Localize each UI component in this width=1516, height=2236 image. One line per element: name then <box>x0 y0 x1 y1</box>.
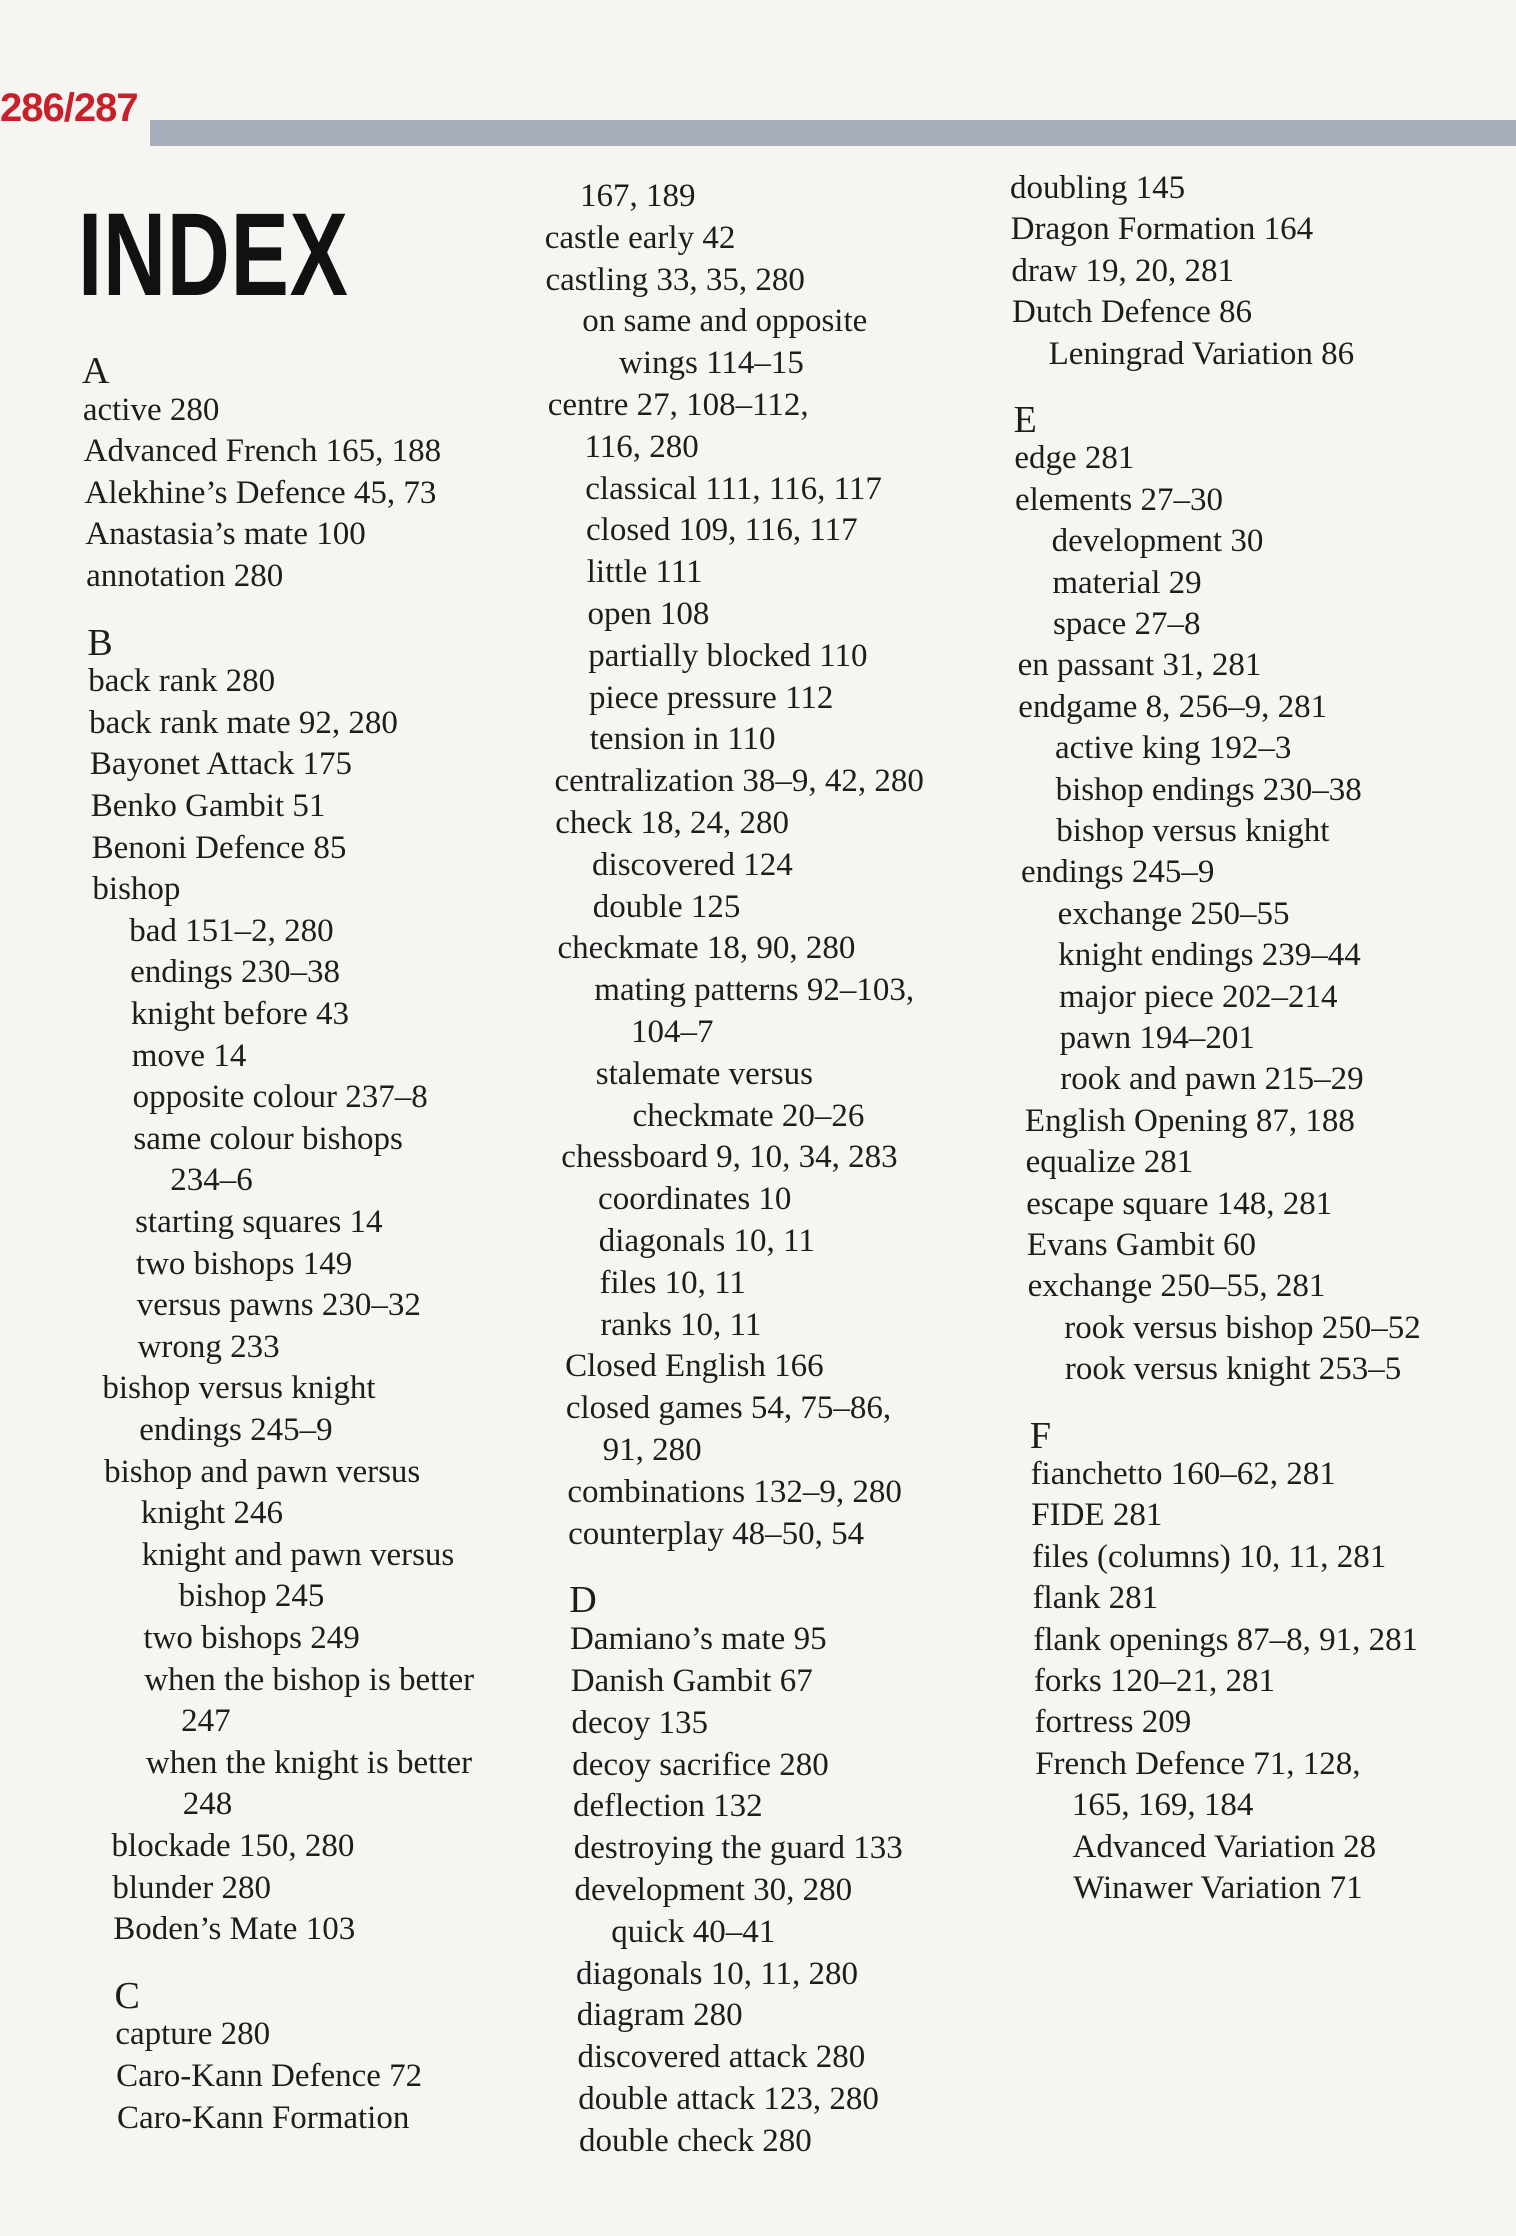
index-entry: pawn 194–201 <box>1059 1020 1255 1056</box>
index-entry: partially blocked 110 <box>588 637 868 674</box>
index-entry: endings 230–38 <box>130 954 340 991</box>
index-entry: draw 19, 20, 281 <box>1011 252 1235 289</box>
index-entry: two bishops 149 <box>135 1245 353 1282</box>
index-entry: blockade 150, 280 <box>111 1828 355 1864</box>
index-entry: Benko Gambit 51 <box>90 788 326 824</box>
index-entry: wings 114–15 <box>619 345 804 382</box>
index-entry: endings 245–9 <box>139 1412 333 1448</box>
index-entry: annotation 280 <box>86 558 284 594</box>
index-entry: check 18, 24, 280 <box>555 805 789 841</box>
index-entry: mating patterns 92–103, <box>594 972 915 1009</box>
index-entry: Boden’s Mate 103 <box>113 1911 356 1948</box>
index-entry: capture 280 <box>115 2016 271 2053</box>
index-entry: Damiano’s mate 95 <box>569 1621 827 1658</box>
index-entry: doubling 145 <box>1010 170 1186 206</box>
index-entry: castling 33, 35, 280 <box>545 261 805 298</box>
index-entry: Dutch Defence 86 <box>1011 294 1253 331</box>
index-entry: elements 27–30 <box>1014 481 1224 518</box>
index-entry: piece pressure 112 <box>589 679 834 716</box>
index-entry: tension in 110 <box>589 721 776 758</box>
index-entry: 91, 280 <box>602 1432 702 1468</box>
index-entry: knight before 43 <box>130 996 350 1032</box>
index-entry: diagonals 10, 11 <box>598 1223 815 1259</box>
index-entry: discovered attack 280 <box>577 2039 866 2076</box>
index-entry: checkmate 20–26 <box>632 1097 865 1134</box>
index-entry: bad 151–2, 280 <box>129 912 334 949</box>
index-entry: Advanced Variation 28 <box>1072 1828 1377 1865</box>
index-entry: Dragon Formation 164 <box>1010 211 1314 248</box>
index-entry: stalemate versus <box>595 1055 813 1092</box>
index-entry: double 125 <box>592 888 741 925</box>
index-entry: 104–7 <box>631 1014 714 1050</box>
index-entry: two bishops 249 <box>143 1620 360 1656</box>
index-entry: checkmate 18, 90, 280 <box>557 930 856 967</box>
index-entry: ranks 10, 11 <box>600 1306 762 1343</box>
index-entry: quick 40–41 <box>611 1913 776 1950</box>
index-letter-heading: B <box>87 621 113 664</box>
index-entry: fortress 209 <box>1034 1704 1192 1741</box>
index-entry: decoy 135 <box>571 1704 709 1741</box>
index-entry: castle early 42 <box>544 219 736 256</box>
index-entry: Advanced French 165, 188 <box>83 433 442 470</box>
index-entry: flank openings 87–8, 91, 281 <box>1033 1621 1419 1658</box>
index-entry: space 27–8 <box>1052 606 1201 642</box>
index-letter-heading: D <box>569 1579 597 1622</box>
index-entry: French Defence 71, 128, <box>1035 1745 1361 1782</box>
index-entry: starting squares 14 <box>135 1204 383 1240</box>
index-letter-heading: C <box>114 1974 140 2017</box>
index-entry: double attack 123, 280 <box>578 2081 879 2117</box>
index-entry: 247 <box>181 1703 231 1740</box>
index-entry: bishop and pawn versus <box>104 1453 421 1490</box>
index-entry: bishop versus knight <box>102 1370 376 1407</box>
index-entry: Evans Gambit 60 <box>1026 1227 1257 1263</box>
index-entry: Danish Gambit 67 <box>570 1663 813 1699</box>
index-entry: endgame 8, 256–9, 281 <box>1018 688 1328 725</box>
index-entry: endings 245–9 <box>1020 854 1215 891</box>
index-entry: destroying the guard 133 <box>573 1830 903 1867</box>
index-entry: same colour bishops <box>133 1120 403 1157</box>
index-entry: development 30 <box>1051 523 1264 560</box>
index-entry: wrong 233 <box>137 1328 280 1365</box>
index-entry: classical 111, 116, 117 <box>585 470 882 507</box>
index-entry: rook versus knight 253–5 <box>1064 1351 1402 1388</box>
index-entry: closed games 54, 75–86, <box>565 1390 892 1427</box>
index-entry: centralization 38–9, 42, 280 <box>554 763 924 800</box>
index-entry: when the bishop is better <box>144 1661 475 1698</box>
index-entry: rook versus bishop 250–52 <box>1064 1309 1421 1346</box>
index-entry: open 108 <box>587 596 710 632</box>
index-entry: en passant 31, 281 <box>1017 647 1262 684</box>
index-entry: active king 192–3 <box>1054 730 1292 767</box>
index-entry: diagram 280 <box>576 1997 743 2034</box>
page-title: INDEX <box>78 189 349 321</box>
index-entry: 234–6 <box>170 1162 253 1199</box>
index-entry: English Opening 87, 188 <box>1024 1102 1355 1139</box>
index-entry: little 111 <box>586 554 703 591</box>
index-entry: discovered 124 <box>592 846 793 883</box>
index-entry: knight endings 239–44 <box>1058 937 1361 974</box>
index-entry: knight 246 <box>140 1495 283 1532</box>
index-entry: major piece 202–214 <box>1058 978 1338 1015</box>
index-entry: Caro-Kann Defence 72 <box>116 2058 423 2094</box>
index-entry: closed 109, 116, 117 <box>586 512 858 549</box>
index-entry: Closed English 166 <box>565 1348 824 1385</box>
index-entry: edge 281 <box>1014 440 1135 477</box>
index-entry: Leningrad Variation 86 <box>1048 335 1355 372</box>
index-entry: files 10, 11 <box>599 1264 746 1301</box>
header-band <box>150 120 1516 146</box>
index-entry: combinations 132–9, 280 <box>567 1473 902 1510</box>
index-entry: bishop 245 <box>178 1578 325 1615</box>
index-entry: Caro-Kann Formation <box>116 2099 410 2136</box>
index-entry: Alekhine’s Defence 45, 73 <box>84 474 437 511</box>
index-entry: when the knight is better <box>145 1744 473 1781</box>
index-entry: bishop <box>92 871 181 908</box>
index-entry: files (columns) 10, 11, 281 <box>1031 1538 1387 1575</box>
index-entry: 248 <box>182 1786 233 1823</box>
index-entry: development 30, 280 <box>574 1872 853 1908</box>
index-entry: Winawer Variation 71 <box>1073 1870 1363 1906</box>
index-entry: centre 27, 108–112, <box>547 387 809 423</box>
index-entry: knight and pawn versus <box>141 1536 455 1573</box>
index-entry: material 29 <box>1052 564 1202 601</box>
index-entry: equalize 281 <box>1025 1144 1194 1181</box>
index-entry: opposite colour 237–8 <box>132 1079 428 1116</box>
index-entry: back rank mate 92, 280 <box>89 704 398 741</box>
index-entry: blunder 280 <box>112 1869 271 1906</box>
index-entry: flank 281 <box>1032 1580 1159 1617</box>
index-entry: counterplay 48–50, 54 <box>568 1515 865 1552</box>
index-entry: chessboard 9, 10, 34, 283 <box>561 1139 898 1176</box>
index-entry: coordinates 10 <box>598 1181 792 1218</box>
index-entry: diagonals 10, 11, 280 <box>575 1955 858 1992</box>
index-entry: 165, 169, 184 <box>1071 1787 1254 1824</box>
index-entry: exchange 250–55, 281 <box>1027 1268 1326 1305</box>
index-entry: 116, 280 <box>584 428 699 465</box>
index-entry: active 280 <box>82 391 220 428</box>
index-entry: rook and pawn 215–29 <box>1060 1061 1364 1098</box>
index-entry: Anastasia’s mate 100 <box>85 516 366 553</box>
index-entry: move 14 <box>131 1037 247 1074</box>
index-entry: fianchetto 160–62, 281 <box>1030 1456 1336 1492</box>
index-entry: decoy sacrifice 280 <box>572 1746 829 1783</box>
index-entry: on same and opposite <box>582 303 868 340</box>
index-entry: 167, 189 <box>580 178 696 214</box>
index-entry: Bayonet Attack 175 <box>89 746 353 783</box>
index-entry: exchange 250–55 <box>1057 895 1290 932</box>
index-letter-heading: E <box>1013 399 1037 441</box>
index-entry: Benoni Defence 85 <box>91 829 347 866</box>
index-letter-heading: A <box>82 350 110 392</box>
index-entry: versus pawns 230–32 <box>136 1287 421 1324</box>
index-entry: FIDE 281 <box>1031 1497 1163 1534</box>
index-entry: double check 280 <box>579 2122 812 2159</box>
index-entry: forks 120–21, 281 <box>1033 1663 1275 1699</box>
page-number: 286/287 <box>0 86 138 130</box>
index-entry: bishop endings 230–38 <box>1055 771 1362 808</box>
index-entry: escape square 148, 281 <box>1026 1185 1333 1222</box>
index-entry: deflection 132 <box>572 1788 763 1825</box>
index-entry: back rank 280 <box>88 663 276 700</box>
index-entry: bishop versus knight <box>1056 813 1330 849</box>
index-letter-heading: F <box>1029 1414 1052 1457</box>
